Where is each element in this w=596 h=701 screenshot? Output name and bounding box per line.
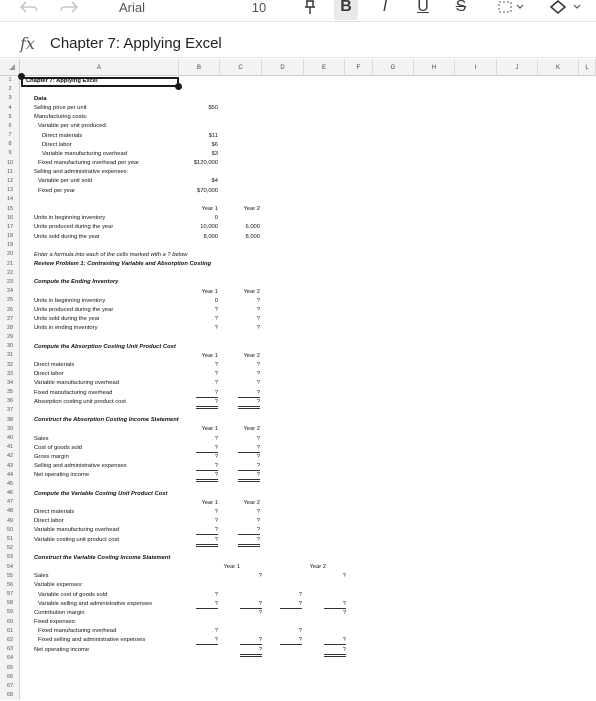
row-header-21[interactable]: 21 [6, 260, 14, 267]
row-header-45[interactable]: 45 [6, 480, 14, 487]
cell-variable-mfg-overhead[interactable]: Variable manufacturing overhead [34, 380, 119, 387]
row-header-43[interactable]: 43 [6, 462, 14, 469]
question-cell[interactable]: ? [238, 389, 260, 398]
cell-variable-cogs[interactable]: Variable cost of goods sold [38, 591, 108, 598]
row-header-19[interactable]: 19 [6, 242, 14, 249]
question-cell[interactable]: ? [214, 508, 218, 515]
question-cell[interactable]: ? [238, 462, 260, 471]
row-header-47[interactable]: 47 [6, 499, 14, 506]
question-cell[interactable]: ? [256, 371, 260, 378]
question-cell[interactable]: ? [258, 609, 262, 616]
row-header-28[interactable]: 28 [6, 324, 14, 331]
cell-variable-mfg-overhead[interactable]: Variable manufacturing overhead [42, 150, 127, 157]
cell-variable-per-unit-produced[interactable]: Variable per unit produced: [38, 123, 108, 130]
question-cell[interactable]: ? [238, 536, 260, 547]
column-headers [0, 59, 596, 76]
question-cell[interactable]: ? [256, 325, 260, 332]
fill-color-icon[interactable] [544, 0, 588, 20]
row-header-32[interactable]: 32 [6, 361, 14, 368]
row-header-65[interactable]: 65 [6, 664, 14, 671]
cell-net-operating-income[interactable]: Net operating income [34, 646, 90, 653]
ribbon-toolbar [0, 0, 596, 22]
font-name-select[interactable]: Arial [118, 0, 145, 15]
row-header-48[interactable]: 48 [6, 508, 14, 515]
undo-icon[interactable] [18, 0, 40, 20]
cell-fixed-mfg-overhead-year[interactable]: Fixed manufacturing overhead per year [38, 160, 140, 167]
question-cell[interactable]: ? [214, 628, 218, 635]
question-cell[interactable]: ? [196, 526, 218, 535]
selection-handle-end[interactable] [175, 83, 182, 90]
question-cell[interactable]: ? [256, 362, 260, 369]
year2-header[interactable]: Year 2 [243, 352, 260, 359]
row-header-52[interactable]: 52 [6, 545, 14, 552]
column-header-l[interactable]: L [579, 59, 596, 76]
row-header-7[interactable]: 7 [8, 132, 12, 139]
question-cell[interactable]: ? [298, 591, 302, 598]
question-cell[interactable]: ? [214, 325, 218, 332]
question-cell[interactable]: ? [258, 573, 262, 580]
row-header-17[interactable]: 17 [6, 223, 14, 230]
row-header-10[interactable]: 10 [6, 159, 14, 166]
question-cell[interactable]: ? [256, 307, 260, 313]
question-cell[interactable]: ? [214, 518, 218, 525]
value-produced-y1[interactable]: 10,000 [200, 224, 218, 231]
column-header-d[interactable]: D [262, 59, 304, 76]
cell-fixed-mfg-overhead[interactable]: Fixed manufacturing overhead [38, 628, 117, 635]
question-cell[interactable]: ? [214, 307, 218, 313]
column-header-g[interactable]: G [373, 59, 414, 76]
question-cell[interactable]: ? [342, 609, 346, 616]
row-header-57[interactable]: 57 [6, 591, 14, 598]
cell-area[interactable] [20, 76, 596, 700]
row-header-27[interactable]: 27 [6, 315, 14, 322]
question-cell[interactable]: ? [342, 573, 346, 580]
question-cell[interactable]: ? [196, 462, 218, 471]
cell-fixed-expenses[interactable]: Fixed expenses: [34, 619, 77, 626]
spreadsheet-grid [0, 59, 596, 700]
column-header-e[interactable]: E [304, 59, 345, 76]
row-header-6[interactable]: 6 [8, 122, 12, 129]
cell-units-beginning-inventory[interactable]: Units in beginning inventory [34, 297, 106, 304]
row-header-66[interactable]: 66 [6, 673, 14, 680]
row-header-56[interactable]: 56 [6, 581, 14, 588]
italic-button[interactable]: I [382, 0, 388, 15]
formula-value[interactable]: Chapter 7: Applying Excel [50, 35, 222, 52]
cell-fixed-per-year[interactable]: Fixed per year [38, 187, 76, 194]
row-header-42[interactable]: 42 [6, 453, 14, 460]
question-cell[interactable]: ? [240, 600, 262, 609]
year2-header[interactable]: Year 2 [309, 564, 326, 571]
row-header-40[interactable]: 40 [6, 435, 14, 442]
row-header-37[interactable]: 37 [6, 407, 14, 414]
cell-cogs[interactable]: Cost of goods sold [34, 444, 83, 451]
cell-direct-materials[interactable]: Direct materials [34, 362, 75, 369]
row-header-36[interactable]: 36 [6, 398, 14, 405]
cell-title[interactable]: Chapter 7: Applying Excel [26, 77, 98, 84]
cell-sales[interactable]: Sales [34, 435, 49, 442]
cell-variable-per-unit-sold[interactable]: Variable per unit sold [38, 178, 93, 185]
row-header-59[interactable]: 59 [6, 609, 14, 616]
value-zero[interactable]: 0 [214, 297, 218, 304]
font-size-select[interactable]: 10 [251, 0, 267, 15]
cell-direct-materials[interactable]: Direct materials [34, 508, 75, 515]
cell-data-header[interactable]: Data [34, 95, 47, 102]
cell-units-beginning-inventory[interactable]: Units in beginning inventory [34, 215, 106, 222]
borders-icon[interactable] [494, 0, 528, 20]
row-header-1[interactable]: 1 [8, 77, 12, 83]
cell-selling-admin-expenses[interactable]: Selling and administrative expenses: [34, 169, 129, 176]
cell-selling-admin[interactable]: Selling and administrative expenses [34, 463, 127, 470]
column-header-f[interactable]: F [345, 59, 373, 76]
cell-selection[interactable] [21, 77, 179, 87]
row-header-58[interactable]: 58 [6, 600, 14, 607]
pin-icon[interactable] [300, 0, 320, 20]
cell-fixed-mfg-overhead[interactable]: Fixed manufacturing overhead [34, 389, 113, 396]
row-headers [0, 76, 20, 700]
cell-contribution-margin[interactable]: Contribution margin [34, 609, 85, 616]
question-cell[interactable]: ? [238, 526, 260, 535]
row-header-22[interactable]: 22 [6, 269, 14, 276]
question-cell[interactable]: ? [238, 398, 260, 409]
question-cell[interactable]: ? [214, 453, 218, 460]
row-header-44[interactable]: 44 [6, 471, 14, 478]
row-header-5[interactable]: 5 [8, 113, 12, 120]
cell-sales[interactable]: Sales [34, 573, 49, 580]
cell-construct-absorption-is[interactable]: Construct the Absorption Costing Income Statement [34, 417, 179, 424]
question-cell[interactable]: ? [196, 471, 218, 482]
row-header-61[interactable]: 61 [6, 627, 14, 634]
value-variable-overhead[interactable]: $3 [211, 150, 218, 157]
row-header-49[interactable]: 49 [6, 517, 14, 524]
row-header-9[interactable]: 9 [8, 150, 12, 157]
row-header-29[interactable]: 29 [6, 334, 14, 341]
row-header-54[interactable]: 54 [6, 563, 14, 570]
row-header-13[interactable]: 13 [6, 187, 14, 194]
question-cell[interactable]: ? [238, 444, 260, 453]
row-header-63[interactable]: 63 [6, 646, 14, 653]
row-header-16[interactable]: 16 [6, 214, 14, 221]
question-cell[interactable]: ? [214, 371, 218, 378]
cell-units-sold[interactable]: Units sold during the year [34, 316, 100, 323]
question-cell[interactable]: ? [214, 435, 218, 442]
formula-bar [0, 30, 596, 58]
bold-button[interactable]: B [334, 0, 358, 20]
row-header-3[interactable]: 3 [8, 95, 12, 102]
value-fixed-overhead[interactable]: $120,000 [193, 160, 218, 167]
row-header-18[interactable]: 18 [6, 233, 14, 240]
question-cell[interactable]: ? [238, 471, 260, 482]
year1-header[interactable]: Year 1 [201, 426, 218, 433]
row-header-25[interactable]: 25 [6, 297, 14, 304]
question-cell[interactable]: ? [280, 600, 302, 609]
row-header-62[interactable]: 62 [6, 636, 14, 643]
row-header-15[interactable]: 15 [6, 205, 14, 212]
row-header-38[interactable]: 38 [6, 416, 14, 423]
redo-icon[interactable] [58, 0, 80, 20]
cell-units-produced[interactable]: Units produced during the year [34, 224, 114, 231]
cell-direct-labor[interactable]: Direct labor [34, 371, 64, 378]
question-cell[interactable]: ? [256, 518, 260, 525]
value-direct-labor[interactable]: $6 [211, 141, 218, 148]
row-header-35[interactable]: 35 [6, 389, 14, 396]
question-cell[interactable]: ? [214, 380, 218, 387]
row-header-64[interactable]: 64 [6, 655, 14, 662]
year1-header[interactable]: Year 1 [201, 352, 218, 359]
column-header-i[interactable]: I [455, 59, 497, 76]
row-header-8[interactable]: 8 [8, 141, 12, 148]
column-header-b[interactable]: B [179, 59, 220, 76]
question-cell[interactable]: ? [324, 646, 346, 657]
row-header-55[interactable]: 55 [6, 572, 14, 579]
cell-absorption-unit-cost[interactable]: Absorption costing unit product cost [34, 398, 126, 405]
question-cell[interactable]: ? [256, 435, 260, 442]
value-variable-selling[interactable]: $4 [211, 178, 218, 185]
row-header-4[interactable]: 4 [8, 104, 12, 111]
select-all-corner[interactable] [0, 59, 20, 76]
value-selling-price[interactable]: $50 [208, 105, 218, 112]
value-sold-y2[interactable]: 8,000 [245, 233, 260, 240]
cell-units-sold[interactable]: Units sold during the year [34, 233, 100, 240]
year2-header[interactable]: Year 2 [243, 499, 260, 506]
row-header-68[interactable]: 68 [6, 692, 14, 699]
value-produced-y2[interactable]: 6,000 [245, 224, 260, 231]
cell-compute-absorption-cost[interactable]: Compute the Absorption Costing Unit Product Cost [34, 343, 176, 350]
question-cell[interactable]: ? [196, 389, 218, 398]
question-cell[interactable]: ? [196, 398, 218, 409]
question-cell[interactable]: ? [256, 380, 260, 387]
row-header-39[interactable]: 39 [6, 425, 14, 432]
underline-button[interactable]: U [417, 0, 429, 15]
cell-instructions[interactable]: Enter a formula into each of the cells marked with a ? below [34, 251, 188, 258]
cell-gross-margin[interactable]: Gross margin [34, 453, 69, 460]
cell-units-produced[interactable]: Units produced during the year [34, 307, 114, 313]
question-cell[interactable]: ? [214, 362, 218, 369]
selection-handle-start[interactable] [18, 73, 25, 80]
question-cell[interactable]: ? [280, 636, 302, 645]
value-direct-materials[interactable]: $11 [208, 132, 218, 139]
row-header-30[interactable]: 30 [6, 343, 14, 350]
row-header-34[interactable]: 34 [6, 379, 14, 386]
year1-header[interactable]: Year 1 [201, 206, 218, 213]
cell-construct-variable-is[interactable]: Construct the Variable Costing Income Statement [34, 554, 171, 561]
row-header-46[interactable]: 46 [6, 490, 14, 497]
value-fixed-selling[interactable]: $70,000 [197, 187, 218, 194]
row-header-24[interactable]: 24 [6, 288, 14, 295]
row-header-26[interactable]: 26 [6, 306, 14, 313]
cell-manufacturing-costs[interactable]: Manufacturing costs: [34, 114, 88, 121]
year2-header[interactable]: Year 2 [243, 206, 260, 213]
question-cell[interactable]: ? [256, 508, 260, 515]
question-cell[interactable]: ? [324, 636, 346, 645]
row-header-23[interactable]: 23 [6, 278, 14, 285]
cell-net-operating-income[interactable]: Net operating income [34, 472, 90, 479]
strikethrough-button[interactable]: S [455, 0, 467, 15]
question-cell[interactable]: ? [196, 636, 218, 645]
cell-fixed-selling-admin[interactable]: Fixed selling and administrative expenses [38, 637, 146, 644]
year2-header[interactable]: Year 2 [243, 426, 260, 433]
column-header-j[interactable]: J [497, 59, 538, 76]
column-header-a[interactable]: A [20, 59, 179, 76]
year2-header[interactable]: Year 2 [243, 288, 260, 295]
row-header-12[interactable]: 12 [6, 177, 14, 184]
year1-header[interactable]: Year 1 [201, 288, 218, 295]
row-header-51[interactable]: 51 [6, 536, 14, 542]
fx-icon: fx [20, 34, 35, 53]
question-cell[interactable]: ? [240, 646, 262, 657]
question-cell[interactable]: ? [240, 636, 262, 645]
question-cell[interactable]: ? [298, 628, 302, 635]
column-header-h[interactable]: H [414, 59, 455, 76]
question-cell[interactable]: ? [196, 444, 218, 453]
cell-direct-materials[interactable]: Direct materials [42, 132, 83, 139]
row-header-53[interactable]: 53 [6, 554, 14, 561]
question-cell[interactable]: ? [256, 453, 260, 460]
row-header-31[interactable]: 31 [6, 352, 14, 359]
row-header-2[interactable]: 2 [8, 86, 12, 93]
cell-variable-mfg-overhead[interactable]: Variable manufacturing overhead [34, 527, 119, 534]
question-cell[interactable]: ? [324, 600, 346, 609]
year1-header[interactable]: Year 1 [201, 499, 218, 506]
row-header-33[interactable]: 33 [6, 370, 14, 377]
question-cell[interactable]: ? [256, 316, 260, 323]
question-cell[interactable]: ? [196, 600, 218, 609]
cell-compute-variable-cost[interactable]: Compute the Variable Costing Unit Product Cost [34, 490, 168, 497]
column-header-c[interactable]: C [220, 59, 262, 76]
row-header-14[interactable]: 14 [6, 196, 14, 203]
column-header-k[interactable]: K [538, 59, 579, 76]
cell-units-ending-inventory[interactable]: Units in ending inventory [34, 325, 98, 332]
question-cell[interactable]: ? [256, 297, 260, 304]
row-header-60[interactable]: 60 [6, 618, 14, 625]
value-sold-y1[interactable]: 8,000 [203, 233, 218, 240]
row-header-50[interactable]: 50 [6, 526, 14, 533]
year1-header[interactable]: Year 1 [223, 564, 240, 571]
question-cell[interactable]: ? [214, 316, 218, 323]
question-cell[interactable]: ? [196, 536, 218, 547]
cell-variable-unit-cost[interactable]: Variable costing unit product cost [34, 536, 119, 543]
cell-variable-expenses[interactable]: Variable expenses: [34, 582, 83, 589]
row-header-20[interactable]: 20 [6, 251, 14, 258]
row-header-67[interactable]: 67 [6, 682, 14, 689]
cell-direct-labor[interactable]: Direct labor [34, 518, 64, 525]
cell-selling-price-label[interactable]: Selling price per unit [34, 105, 87, 112]
question-cell[interactable]: ? [214, 591, 218, 598]
row-header-41[interactable]: 41 [6, 444, 14, 451]
value-beginning-inv-y1[interactable]: 0 [214, 215, 218, 222]
cell-review-problem[interactable]: Review Problem 1: Contrasting Variable and Absorption Costing [34, 261, 212, 268]
cell-variable-selling-admin[interactable]: Variable selling and administrative expenses [38, 600, 152, 607]
cell-direct-labor[interactable]: Direct labor [42, 141, 72, 148]
cell-compute-ending-inventory[interactable]: Compute the Ending Inventory [34, 279, 119, 286]
row-header-11[interactable]: 11 [7, 168, 13, 175]
